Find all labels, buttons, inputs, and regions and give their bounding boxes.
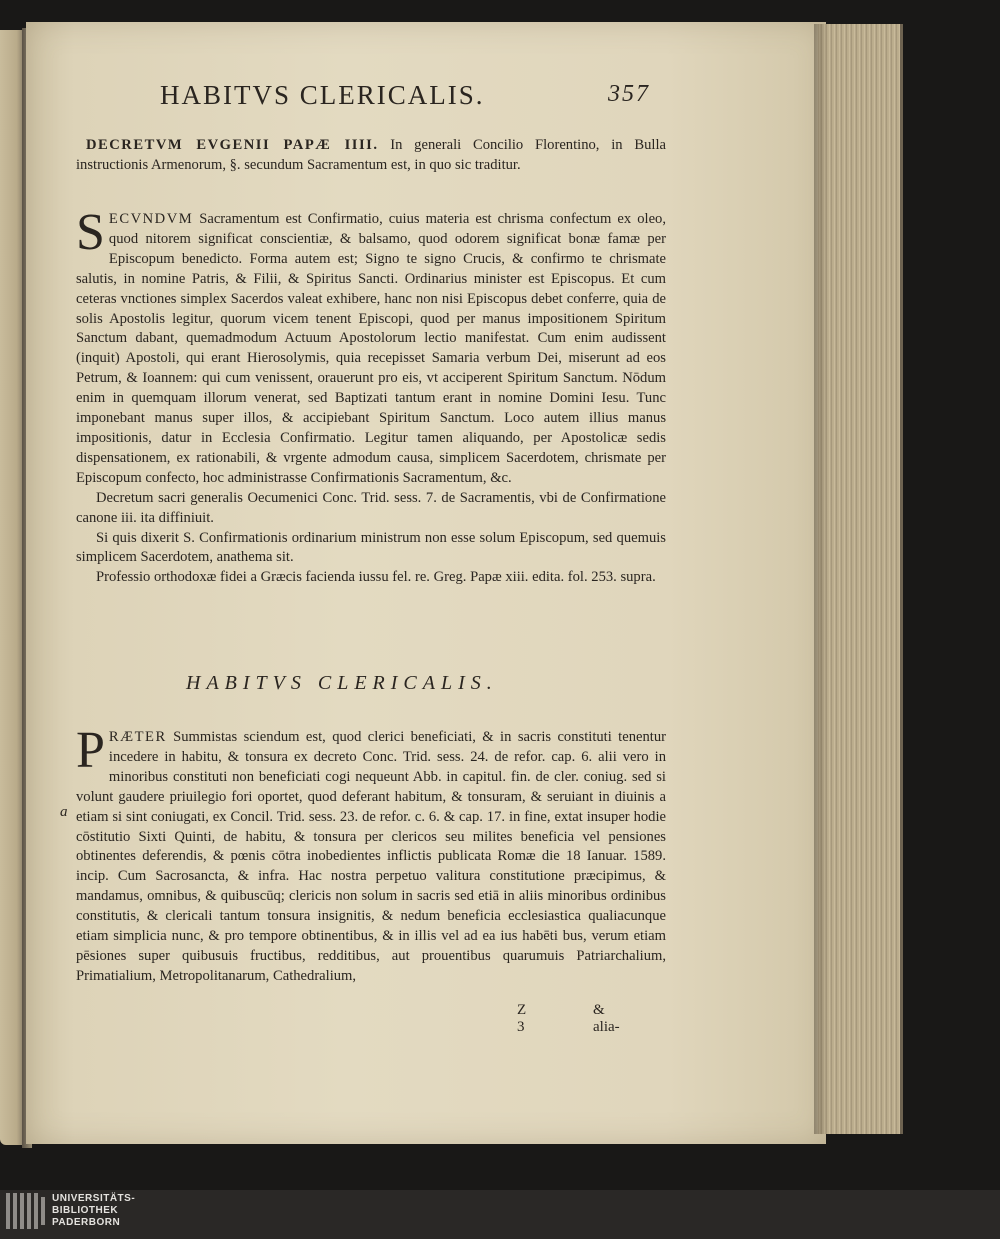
catchword: & alia-	[593, 1002, 620, 1035]
secundum-text: Sacramentum est Confirmatio, cuius materia est chrisma confectum ex oleo, quod nitorem significat conscientiæ, & balsamo, quod odorem significat bonæ famæ per Episcopum benedicto. Forma autem est; Signo te signo Crucis, & confirmo te chrismate salutis, in nomine Patris, & Filii, & Spiritus Sancti. Ordinarius minister est Episcopus. Et cum ceteras vnctiones simplex Sacerdos valeat exhibere, hanc non nisi Episcopus debet conferre, quia de solis Apostolis legitur, quorum vicem tenent Episcopi, quod per manus impositionem Spiritum Sanctum dabant, quemadmodum Actuum Apostolorum lectio manifestat. Cum enim audissent (inquit) Apostoli, qui erant Hierosolymis, quia recepisset Samaria verbum Dei, miserunt ad eos Petrum, & Ioannem: qui cum venissent, orauerunt pro eis, vt acciperent Spiritum Sanctum. Nōdum enim in quemquam illorum venerat, sed Baptizati tantum erant in nomine Domini Iesu. Tunc imponebant manus super illos, & accipiebant Spiritum Sanctum. Loco autem illius manus impositionis, datur in Ecclesia Confirmatio. Legitur tamen aliquando, per Apostolicæ sedis dispensationem, ex rationabili, & vrgente admodum causa, simplicem Sacerdotem, chrismate per Episcopum confecto, hoc administrasse Confirmationis Sacramentum, &c.	[76, 211, 666, 486]
library-name	[52, 1193, 135, 1229]
praeter-paragraph	[76, 722, 666, 987]
section-heading: HABITVS CLERICALIS.	[186, 672, 498, 694]
page-number: 357	[608, 81, 650, 107]
running-title: HABITVS CLERICALIS.	[160, 80, 485, 110]
praeter-section	[76, 722, 666, 987]
praeter-text: Summistas sciendum est, quod clerici beneficiati, & in sacris constituti tenentur incedere in habitu, & tonsura ex decreto Conc. Trid. sess. 24. de refor. cap. 6. alii vero in minoribus constituti non beneficiati cogi nequeunt Abb. in capitul. fin. de cler. coniug. sed si volunt gaudere priuilegio fori oportet, quod deferant habitum, & tonsuram, & seruiant in diuinis a etiam si sint coniugati, ex Concil. Trid. sess. 23. de refor. c. 6. & cap. 17. in fine, extat insuper hodie cōstitutio Sixti Quinti, de habitu, & tonsura per clericos seu milites beneficia vel pensiones obtinentes deferendis, & pœnis cōtra inobedientes inflictis publicata Romæ die 18 Ianuar. 1589. incip. Cum Sacrosancta, & infra. Hac nostra perpetuo valitura constitutione præcipimus, & mandamus, omnibus, & quibuscūq; clericis non solum in sacris sed etiā in aliis minoribus ordinibus constitutis, & clericali tantum tonsura insignitis, & nedum beneficia ecclesiastica qualiacunque etiam simplicia nunc, & pro tempore obtinentibus, & in illis vel ad ea ius habēti bus, verum etiam pēsiones super quibusuis fructibus, redditibus, aut prouentibus quarumuis Patriarchalium, Primatialium, Metropolitanarum, Cathedralium,	[76, 729, 666, 984]
secundum-section	[76, 204, 666, 588]
dropcap-s: S	[76, 204, 105, 261]
secundum-paragraph	[76, 204, 666, 489]
margin-note: a	[60, 804, 68, 820]
signature-mark: Z 3	[517, 1002, 527, 1035]
decretum-trid-paragraph: Decretum sacri generalis Oecumenici Conc. Trid. sess. 7. de Sacramentis, vbi de Confirmatione canone iii. ita diffiniuit.	[76, 489, 666, 526]
professio-paragraph: Professio orthodoxæ fidei a Græcis facienda iussu fel. re. Greg. Papæ xiii. edita. fol. 253. supra.	[96, 569, 656, 586]
decretum-paragraph	[76, 136, 666, 176]
dropcap-p: P	[76, 722, 105, 779]
library-name-line-1: UNIVERSITÄTS-	[52, 1193, 136, 1204]
decretum-lead: DECRETVM EVGENII PAPÆ IIII.	[86, 137, 379, 153]
library-logo-icon	[4, 1193, 50, 1235]
library-name-line-3: PADERBORN	[52, 1217, 121, 1228]
page-edges	[818, 24, 903, 1134]
page-edge-shadow	[814, 24, 828, 1134]
library-footer	[0, 1190, 1000, 1239]
praeter-lead: RÆTER	[108, 729, 167, 745]
decretum-text: In generali Concilio Florentino, in Bulla instructionis Armenorum, §. secundum Sacramentum est, in quo sic traditur.	[76, 137, 666, 173]
library-name-line-2: BIBLIOTHEK	[52, 1205, 119, 1216]
secundum-lead: ECVNDVM	[108, 211, 194, 227]
canon-paragraph: Si quis dixerit S. Confirmationis ordinarium ministrum non esse solum Episcopum, sed quemuis simplicem Sacerdotem, anathema sit.	[76, 529, 666, 566]
